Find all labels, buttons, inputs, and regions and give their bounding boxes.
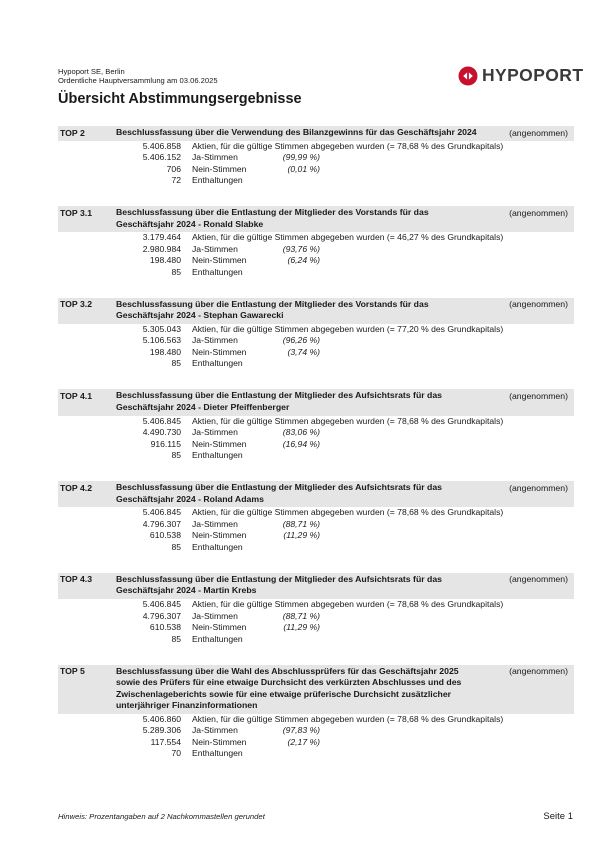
agenda-item-description: Beschlussfassung über die Wahl des Abschlussprüfers für das Geschäftsjahr 2025 sowie des Prüfers für eine etwaige Durchsicht des verkürzten Abschlusses und des Zwischenlageberichts sowie für eine etwaige prüferische Durchsicht zusätzlicher unterjähriger Finanzinformationen bbox=[116, 665, 462, 711]
yes-row bbox=[58, 725, 574, 737]
abstention-row bbox=[58, 175, 574, 187]
agenda-item-status: (angenommen) bbox=[509, 127, 568, 138]
shares-value: 5.406.845 bbox=[142, 507, 181, 518]
yes-row bbox=[58, 335, 574, 347]
shares-row bbox=[58, 141, 574, 153]
abstention-value: 85 bbox=[171, 358, 181, 369]
yes-row bbox=[58, 152, 574, 164]
shares-row bbox=[58, 416, 574, 428]
abstention-label: Enthaltungen bbox=[192, 633, 243, 644]
no-percent: (2,17 %) bbox=[287, 736, 320, 747]
no-value: 198.480 bbox=[149, 255, 181, 266]
shares-value: 5.406.845 bbox=[142, 415, 181, 426]
yes-percent: (83,06 %) bbox=[282, 427, 320, 438]
yes-label: Ja-Stimmen bbox=[192, 243, 238, 254]
shares-value: 5.305.043 bbox=[142, 323, 181, 334]
no-label: Nein-Stimmen bbox=[192, 736, 247, 747]
yes-value: 2.980.984 bbox=[142, 243, 181, 254]
no-percent: (11,29 %) bbox=[283, 622, 320, 633]
agenda-item-description: Beschlussfassung über die Entlastung der Mitglieder des Aufsichtsrats für das Geschäftsjahr 2024 - Dieter Pfeiffenberger bbox=[116, 390, 443, 413]
abstention-value: 85 bbox=[171, 450, 181, 461]
yes-percent: (93,76 %) bbox=[282, 243, 320, 254]
shares-label: Aktien, für die gültige Stimmen abgegeben wurden (= 78,68 % des Grundkapitals) bbox=[192, 599, 504, 610]
shares-label: Aktien, für die gültige Stimmen abgegeben wurden (= 46,27 % des Grundkapitals) bbox=[192, 232, 504, 243]
abstention-row bbox=[58, 267, 574, 279]
hypoport-logo bbox=[458, 65, 583, 86]
agenda-item-status: (angenommen) bbox=[509, 574, 568, 585]
no-percent: (0,01 %) bbox=[287, 163, 320, 174]
no-row bbox=[58, 622, 574, 634]
yes-label: Ja-Stimmen bbox=[192, 518, 238, 529]
yes-value: 5.406.152 bbox=[142, 152, 181, 163]
no-label: Nein-Stimmen bbox=[192, 346, 247, 357]
yes-label: Ja-Stimmen bbox=[192, 427, 238, 438]
agenda-item-number: TOP 2 bbox=[60, 127, 85, 138]
agenda-item-header bbox=[58, 126, 574, 141]
agenda-item-header bbox=[58, 389, 574, 415]
agenda-item-description: Beschlussfassung über die Entlastung der Mitglieder des Vorstands für das Geschäftsjahr 2024 - Ronald Slabke bbox=[116, 207, 429, 229]
no-label: Nein-Stimmen bbox=[192, 163, 247, 174]
yes-value: 4.796.307 bbox=[142, 518, 181, 529]
agenda-item-header bbox=[58, 665, 574, 714]
abstention-row bbox=[58, 748, 574, 760]
no-value: 198.480 bbox=[149, 346, 181, 357]
document-header bbox=[58, 67, 218, 85]
yes-label: Ja-Stimmen bbox=[192, 152, 238, 163]
agenda-item-header bbox=[58, 298, 574, 324]
shares-row bbox=[58, 507, 574, 519]
no-value: 117.554 bbox=[150, 736, 181, 747]
agenda-item bbox=[58, 389, 574, 461]
abstention-label: Enthaltungen bbox=[192, 541, 243, 552]
shares-row bbox=[58, 714, 574, 726]
no-row bbox=[58, 530, 574, 542]
shares-label: Aktien, für die gültige Stimmen abgegeben wurden (= 78,68 % des Grundkapitals) bbox=[192, 507, 504, 518]
agenda-item-description: Beschlussfassung über die Entlastung der Mitglieder des Aufsichtsrats für das Geschäftsjahr 2024 - Martin Krebs bbox=[116, 573, 443, 596]
no-percent: (6,24 %) bbox=[287, 255, 320, 266]
yes-label: Ja-Stimmen bbox=[192, 610, 238, 621]
yes-value: 5.106.563 bbox=[142, 335, 181, 346]
agenda-item-number: TOP 4.3 bbox=[60, 574, 93, 585]
abstention-label: Enthaltungen bbox=[192, 450, 243, 461]
yes-row bbox=[58, 519, 574, 531]
shares-value: 5.406.845 bbox=[142, 599, 181, 610]
logo-text: HYPOPORT bbox=[482, 65, 584, 85]
no-row bbox=[58, 439, 574, 451]
abstention-value: 85 bbox=[171, 266, 181, 277]
abstention-value: 70 bbox=[171, 748, 181, 759]
no-label: Nein-Stimmen bbox=[192, 438, 247, 449]
abstention-label: Enthaltungen bbox=[192, 358, 243, 369]
abstention-row bbox=[58, 542, 574, 554]
no-percent: (3,74 %) bbox=[287, 346, 320, 357]
yes-label: Ja-Stimmen bbox=[192, 335, 238, 346]
agenda-item-number: TOP 3.2 bbox=[60, 299, 93, 310]
no-value: 610.538 bbox=[149, 530, 181, 541]
agenda-item-header bbox=[58, 206, 574, 232]
no-value: 706 bbox=[166, 163, 181, 174]
abstention-label: Enthaltungen bbox=[192, 266, 243, 277]
company-name: Hypoport SE, Berlin bbox=[58, 67, 125, 76]
yes-percent: (88,71 %) bbox=[282, 610, 320, 621]
no-value: 916.115 bbox=[150, 438, 181, 449]
shares-value: 5.406.860 bbox=[142, 713, 181, 724]
abstention-value: 85 bbox=[171, 633, 181, 644]
agenda-item-status: (angenommen) bbox=[509, 482, 568, 493]
yes-label: Ja-Stimmen bbox=[192, 725, 238, 736]
abstention-label: Enthaltungen bbox=[192, 175, 243, 186]
abstention-row bbox=[58, 358, 574, 370]
agenda-item-status: (angenommen) bbox=[509, 390, 568, 401]
abstention-value: 72 bbox=[171, 175, 181, 186]
agenda-item bbox=[58, 126, 574, 187]
agenda-item bbox=[58, 665, 574, 760]
footnote: Hinweis: Prozentangaben auf 2 Nachkommastellen gerundet bbox=[58, 812, 265, 821]
shares-row bbox=[58, 324, 574, 336]
yes-row bbox=[58, 427, 574, 439]
shares-label: Aktien, für die gültige Stimmen abgegeben wurden (= 78,68 % des Grundkapitals) bbox=[192, 415, 504, 426]
agenda-item-header bbox=[58, 573, 574, 599]
abstention-label: Enthaltungen bbox=[192, 748, 243, 759]
no-row bbox=[58, 164, 574, 176]
shares-value: 5.406.858 bbox=[142, 140, 181, 151]
agenda-item-description: Beschlussfassung über die Verwendung des Bilanzgewinns für das Geschäftsjahr 2024 bbox=[116, 127, 477, 137]
no-label: Nein-Stimmen bbox=[192, 622, 247, 633]
shares-value: 3.179.464 bbox=[142, 232, 181, 243]
no-row bbox=[58, 255, 574, 267]
shares-row bbox=[58, 599, 574, 611]
yes-percent: (96,26 %) bbox=[282, 335, 320, 346]
agenda-item-status: (angenommen) bbox=[509, 299, 568, 310]
shares-label: Aktien, für die gültige Stimmen abgegeben wurden (= 78,68 % des Grundkapitals) bbox=[192, 140, 504, 151]
agenda-item-number: TOP 3.1 bbox=[60, 207, 93, 218]
agenda-item-description: Beschlussfassung über die Entlastung der Mitglieder des Vorstands für das Geschäftsjahr 2024 - Stephan Gawarecki bbox=[116, 298, 429, 321]
page-title: Übersicht Abstimmungsergebnisse bbox=[58, 91, 302, 107]
logo-mark-icon bbox=[458, 66, 478, 86]
voting-results-list bbox=[58, 126, 574, 779]
shares-label: Aktien, für die gültige Stimmen abgegeben wurden (= 78,68 % des Grundkapitals) bbox=[192, 713, 504, 724]
abstention-row bbox=[58, 634, 574, 646]
no-row bbox=[58, 347, 574, 359]
no-value: 610.538 bbox=[149, 622, 181, 633]
yes-row bbox=[58, 611, 574, 623]
shares-label: Aktien, für die gültige Stimmen abgegeben wurden (= 77,20 % des Grundkapitals) bbox=[192, 323, 504, 334]
abstention-value: 85 bbox=[171, 541, 181, 552]
yes-value: 5.289.306 bbox=[142, 725, 181, 736]
agenda-item-status: (angenommen) bbox=[509, 666, 568, 677]
agenda-item bbox=[58, 573, 574, 645]
yes-row bbox=[58, 244, 574, 256]
agenda-item-number: TOP 5 bbox=[60, 666, 85, 677]
abstention-row bbox=[58, 450, 574, 462]
agenda-item-status: (angenommen) bbox=[509, 207, 568, 218]
shares-row bbox=[58, 232, 574, 244]
no-label: Nein-Stimmen bbox=[192, 255, 247, 266]
yes-percent: (97,83 %) bbox=[282, 725, 320, 736]
yes-value: 4.490.730 bbox=[142, 427, 181, 438]
no-percent: (11,29 %) bbox=[283, 530, 320, 541]
no-label: Nein-Stimmen bbox=[192, 530, 247, 541]
page-number: Seite 1 bbox=[543, 811, 573, 822]
agenda-item-description: Beschlussfassung über die Entlastung der Mitglieder des Aufsichtsrats für das Geschäftsjahr 2024 - Roland Adams bbox=[116, 482, 443, 504]
no-row bbox=[58, 737, 574, 749]
agenda-item bbox=[58, 298, 574, 370]
agenda-item-number: TOP 4.2 bbox=[60, 482, 93, 493]
meeting-name: Ordentliche Hauptversammlung am 03.06.2025 bbox=[58, 76, 218, 86]
no-percent: (16,94 %) bbox=[282, 438, 320, 449]
agenda-item-header bbox=[58, 481, 574, 507]
yes-percent: (88,71 %) bbox=[282, 518, 320, 529]
yes-value: 4.796.307 bbox=[142, 610, 181, 621]
yes-percent: (99,99 %) bbox=[282, 152, 320, 163]
agenda-item bbox=[58, 206, 574, 278]
agenda-item bbox=[58, 481, 574, 553]
agenda-item-number: TOP 4.1 bbox=[60, 390, 93, 401]
